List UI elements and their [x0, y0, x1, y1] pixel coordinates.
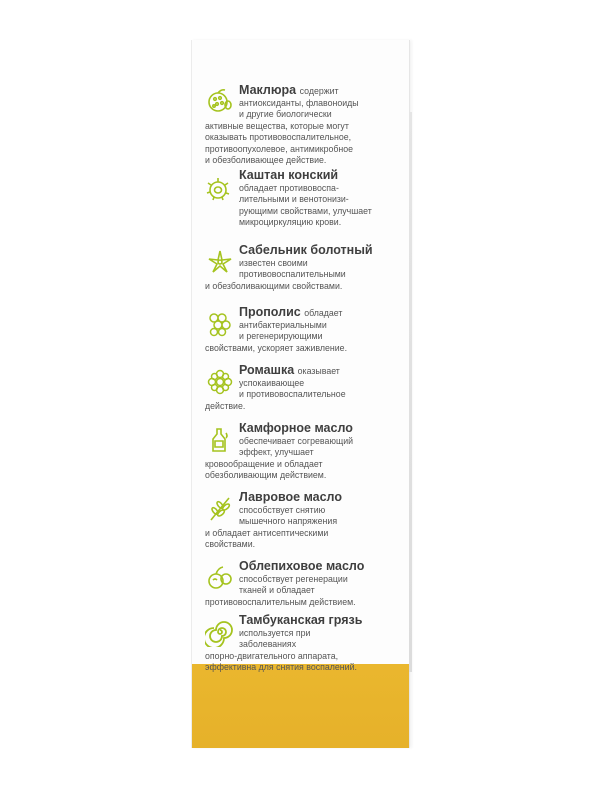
ingredient-text: Прополис [239, 305, 301, 319]
yellow-band [192, 664, 409, 748]
ingredient-description-line: успокаивающее [239, 378, 305, 388]
ingredient-description-line: эффективна для снятия воспалений. [205, 662, 357, 673]
ingredient-title [239, 305, 342, 320]
ingredient-text: содержит [299, 86, 339, 96]
ingredient-description-line: заболеваниях [239, 639, 297, 650]
ingredient-description-line: и обезболивающее действие. [205, 155, 327, 166]
ingredient-description-line: и обладает антисептическими [205, 527, 329, 538]
ingredient-description-line: действие. [205, 400, 246, 411]
ingredient-description-line: свойствами, ускоряет заживление. [205, 342, 348, 353]
ingredient-description-line: обладает противовоспа- [239, 183, 339, 193]
ingredient-title [239, 363, 340, 378]
ingredient-description-line: и другие биологически [239, 109, 332, 120]
ingredient-description-line: мышечного напряжения [239, 516, 338, 527]
ingredient-title: Лавровое масло [239, 490, 342, 504]
ingredient-description-line: обезболивающим действием. [205, 470, 327, 481]
ingredient-description-line: антиоксиданты, флавоноиды [239, 98, 359, 108]
ingredient-title: Тамбуканская грязь [239, 613, 363, 627]
ingredient-description-line: оказывать противовоспалительное, [205, 132, 352, 143]
ingredient-title: Сабельник болотный [239, 243, 373, 257]
ingredient-text: Маклюра [239, 83, 297, 97]
ingredient-title: Облепиховое масло [239, 559, 365, 573]
ingredient-description-line: используется при [239, 628, 311, 638]
ingredient-text: Ромашка [239, 363, 295, 377]
ingredient-description-line: свойствами. [205, 539, 256, 550]
ingredient-description-line: противоопухолевое, антимикробное [205, 143, 354, 154]
ingredient-description-line: способствует регенерации [239, 574, 348, 584]
ingredient-description-line: микроциркуляцию крови. [239, 217, 342, 228]
ingredient-title [239, 83, 339, 98]
ingredient-description-line: рующими свойствами, улучшает [239, 205, 372, 216]
ingredient-description-line: эффект, улучшает [239, 447, 314, 458]
ingredient-description-line: и противовоспалительное [239, 389, 346, 400]
ingredient-description-line: и обезболивающими свойствами. [205, 280, 343, 291]
ingredient-text: оказывает [297, 366, 340, 376]
ingredient-description-line: кровообращение и обладает [205, 458, 323, 469]
ingredient-description-line: активные вещества, которые могут [205, 120, 349, 131]
ingredient-description-line: и регенерирующими [239, 331, 323, 342]
ingredient-description-line: известен своими [239, 258, 308, 268]
ingredient-description-line: обеспечивает согревающий [239, 436, 354, 446]
ingredient-description-line: лительными и венотонизи- [239, 194, 349, 205]
ingredient-description-line: тканей и обладает [239, 585, 315, 596]
ingredient-description-line: антибактериальными [239, 320, 327, 330]
ingredient-title: Каштан конский [239, 168, 339, 182]
ingredient-text: обладает [304, 308, 343, 318]
ingredient-description-line: противовоспалительным действием. [205, 596, 356, 607]
ingredient-description-line: опорно-двигательного аппарата, [205, 650, 339, 661]
ingredient-title: Камфорное масло [239, 421, 353, 435]
ingredient-description-line: способствует снятию [239, 505, 326, 515]
ingredient-description-line: противовоспалительными [239, 269, 346, 280]
box-side-edge [409, 112, 412, 672]
